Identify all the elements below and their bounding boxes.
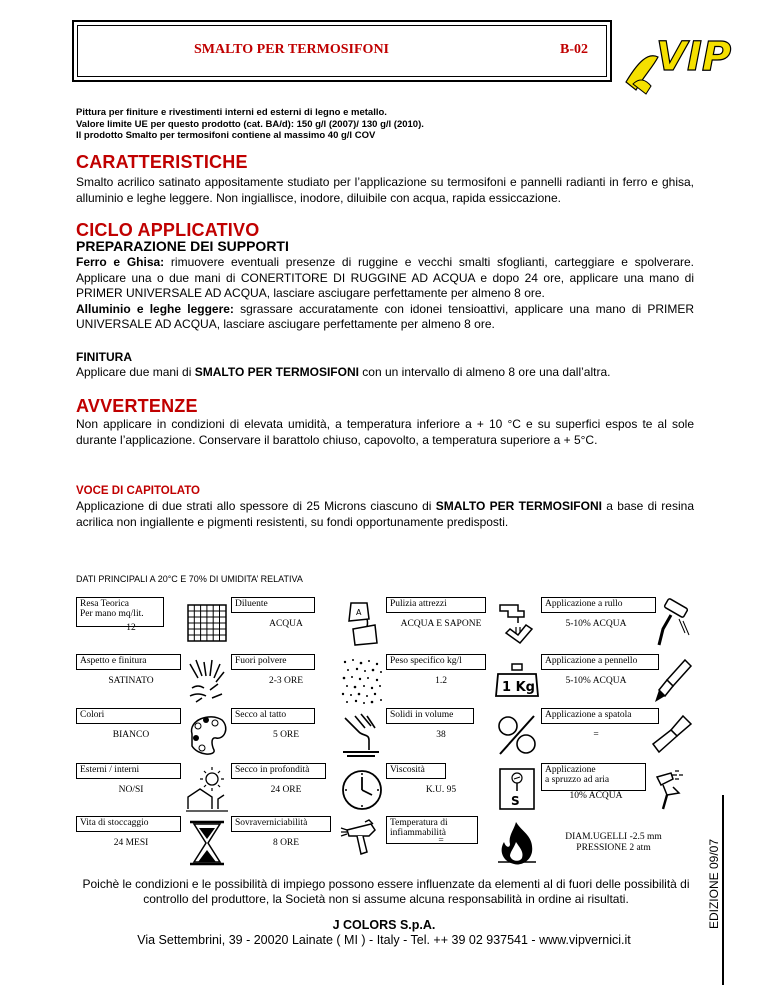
alluminio-label: Alluminio e leghe leggere: bbox=[76, 301, 234, 316]
header-box bbox=[72, 20, 612, 82]
edition-text: EDIZIONE 09/07 bbox=[707, 838, 721, 930]
cell-label: Applicazione a spruzzo ad aria bbox=[541, 763, 646, 791]
cell-value: 12 bbox=[126, 623, 136, 633]
intro-line: Valore limite UE per questo prodotto (cat. BA/d): 150 g/l (2007)/ 130 g/l (2010). bbox=[76, 118, 424, 130]
house-sun-icon bbox=[184, 765, 230, 815]
svg-text:A: A bbox=[356, 608, 362, 617]
cell-value: 1.2 bbox=[435, 676, 447, 686]
heading-ciclo: CICLO APPLICATIVO bbox=[76, 220, 260, 240]
cell-label: Fuori polvere bbox=[231, 654, 315, 670]
roller-icon bbox=[649, 599, 695, 649]
cell-label: Solidi in volume bbox=[386, 708, 474, 724]
intro-line: Pittura per finiture e rivestimenti interni ed esterni di legno e metallo. bbox=[76, 107, 387, 118]
cell-value: 5-10% ACQUA bbox=[565, 676, 627, 686]
company-address: Via Settembrini, 39 - 20020 Lainate ( MI ) - Italy - Tel. ++ 39 02 937541 - www.vipvernici.it bbox=[137, 933, 631, 947]
heading-voce: VOCE DI CAPITOLATO bbox=[76, 485, 200, 497]
cell-value: 38 bbox=[436, 730, 446, 740]
table-cell bbox=[231, 816, 386, 870]
table-cell bbox=[231, 708, 386, 762]
preparazione-text bbox=[76, 255, 694, 333]
heading-preparazione: PREPARAZIONE DEI SUPPORTI bbox=[76, 238, 289, 254]
table-cell bbox=[76, 816, 231, 870]
cell-value: = bbox=[593, 730, 599, 740]
nozzle-pressure-value: DIAM.UGELLI -2.5 mm PRESSIONE 2 atm bbox=[565, 832, 662, 853]
brush-icon bbox=[649, 656, 695, 706]
cell-label: Sovraverniciabilità bbox=[231, 816, 331, 832]
finitura-pre: Applicare due mani di bbox=[76, 365, 195, 379]
table-cell bbox=[76, 654, 231, 708]
palette-icon bbox=[184, 710, 230, 760]
voce-post: a base di resina acrilica non ingiallente e pigmenti resistenti, su fondi opportunamente predisposti. bbox=[76, 499, 694, 529]
table-row bbox=[76, 816, 696, 870]
voce-text bbox=[76, 499, 694, 530]
cell-label: Applicazione a pennello bbox=[541, 654, 659, 670]
table-cell bbox=[386, 816, 541, 870]
cell-label: Vita di stoccaggio bbox=[76, 816, 181, 832]
caratteristiche-text: Smalto acrilico satinato appositamente studiato per l’applicazione su termosifoni e pannelli radianti in ferro e ghisa, alluminio e leghe leggere. Non ingiallisce, inodore, diluibile con acqua, rapida essiccazione. bbox=[76, 175, 694, 205]
cell-value: 24 MESI bbox=[113, 838, 149, 848]
ferro-text: rimuovere eventuali presenze di ruggine e vecchi smalti sfoglianti, carteggiare e spolverare. Applicare una o due mani di CONERTITORE DI RUGGINE AD ACQUA e dopo 24 ore, applicare una mano di PRIMER UNIVERSALE AD ACQUA, lasciare asciugare perfettamente per almeno 8 ore. bbox=[76, 255, 695, 300]
table-cell bbox=[76, 597, 231, 651]
edition-divider bbox=[722, 795, 724, 985]
heading-finitura: FINITURA bbox=[76, 350, 132, 364]
cell-label: Diluente bbox=[231, 597, 315, 613]
table-cell bbox=[386, 654, 541, 708]
table-cell bbox=[541, 708, 696, 762]
cell-value: ACQUA E SAPONE bbox=[400, 619, 482, 629]
cell-value: 10% ACQUA bbox=[569, 791, 623, 801]
heading-avvertenze: AVVERTENZE bbox=[76, 396, 198, 416]
cell-label: Viscosità bbox=[386, 763, 446, 779]
table-row bbox=[76, 708, 696, 762]
table-cell bbox=[541, 816, 696, 870]
flame-icon bbox=[494, 818, 540, 868]
table-cell bbox=[541, 763, 696, 817]
cell-label: Secco al tatto bbox=[231, 708, 315, 724]
hourglass-icon bbox=[184, 818, 230, 868]
heading-caratteristiche: CARATTERISTICHE bbox=[76, 152, 248, 172]
ferro-label: Ferro e Ghisa: bbox=[76, 255, 165, 269]
dust-icon bbox=[339, 656, 385, 706]
percent-icon bbox=[494, 710, 540, 760]
intro-block bbox=[76, 107, 424, 142]
table-cell bbox=[386, 708, 541, 762]
clock-icon bbox=[339, 765, 385, 815]
table-row bbox=[76, 597, 696, 651]
table-cell bbox=[386, 597, 541, 651]
cell-label: Secco in profondità bbox=[231, 763, 326, 779]
dati-title: DATI PRINCIPALI A 20°C E 70% DI UMIDITA’ RELATIVA bbox=[76, 574, 303, 584]
table-row bbox=[76, 654, 696, 708]
cell-label: Peso specifico kg/l bbox=[386, 654, 486, 670]
cell-value: K.U. 95 bbox=[425, 785, 457, 795]
cell-label: Pulizia attrezzi bbox=[386, 597, 486, 613]
cell-label: Esterni / interni bbox=[76, 763, 181, 779]
table-cell bbox=[231, 597, 386, 651]
spatula-icon bbox=[649, 710, 695, 760]
cell-value: NO/SI bbox=[118, 785, 144, 795]
cell-value: 8 ORE bbox=[272, 838, 300, 848]
table-cell bbox=[386, 763, 541, 817]
voce-pre: Applicazione di due strati allo spessore di 25 Microns ciascuno di bbox=[76, 499, 436, 513]
viscosity-label: S bbox=[511, 794, 520, 808]
table-cell bbox=[231, 654, 386, 708]
cell-value: 5-10% ACQUA bbox=[565, 619, 627, 629]
viscosity-icon bbox=[494, 765, 540, 815]
tap-icon bbox=[494, 599, 540, 649]
cell-value: 2-3 ORE bbox=[268, 676, 304, 686]
table-cell bbox=[76, 763, 231, 817]
pour-icon bbox=[339, 599, 385, 649]
finitura-text bbox=[76, 365, 694, 381]
product-title: SMALTO PER TERMOSIFONI bbox=[194, 42, 390, 57]
cell-label: Aspetto e finitura bbox=[76, 654, 181, 670]
edition-stamp bbox=[700, 795, 726, 985]
cell-value: 24 ORE bbox=[270, 785, 302, 795]
table-cell bbox=[231, 763, 386, 817]
table-cell bbox=[541, 597, 696, 651]
touch-icon bbox=[339, 710, 385, 760]
company-name: J COLORS S.p.A. bbox=[332, 918, 436, 932]
cell-value: 5 ORE bbox=[272, 730, 300, 740]
table-row bbox=[76, 763, 696, 817]
vip-logo bbox=[618, 22, 732, 100]
spray-icon bbox=[649, 765, 695, 815]
sheen-icon bbox=[184, 656, 230, 706]
cell-label: Resa Teorica Per mano mq/lit. bbox=[76, 597, 164, 627]
cell-value: SATINATO bbox=[108, 676, 154, 686]
cell-label: Colori bbox=[76, 708, 181, 724]
cell-label: Applicazione a rullo bbox=[541, 597, 656, 613]
weight-label: 1 Kg bbox=[502, 680, 535, 695]
cell-value: ACQUA bbox=[269, 619, 303, 629]
product-code: B-02 bbox=[560, 42, 588, 57]
voce-bold: SMALTO PER TERMOSIFONI bbox=[435, 499, 602, 513]
table-cell bbox=[76, 708, 231, 762]
cell-label: Applicazione a spatola bbox=[541, 708, 659, 724]
alluminio-text: sgrassare accuratamente con idonei tensioattivi, applicare una mano di PRIMER UNIVERSALE AD ACQUA, lasciare asciugare perfettamente per almeno 8 ore. bbox=[76, 301, 694, 331]
weight-icon bbox=[494, 656, 540, 706]
spray-gun-icon bbox=[339, 818, 385, 868]
finitura-post: con un intervallo di almeno 8 ore una dall’altra. bbox=[358, 365, 611, 379]
grid-icon bbox=[184, 599, 230, 649]
cell-value: = bbox=[438, 836, 444, 846]
cell-value: BIANCO bbox=[112, 730, 150, 740]
intro-line: Il prodotto Smalto per termosifoni contiene al massimo 40 g/l COV bbox=[76, 130, 376, 141]
logo-text: VIP bbox=[656, 34, 732, 80]
disclaimer-text: Poichè le condizioni e le possibilità di impiego possono essere influenzate da elementi al di fuori delle possibilità di controllo del produttore, la Società non si assume alcuna responsabilità in ordine ai risultati. bbox=[82, 877, 690, 906]
avvertenze-text: Non applicare in condizioni di elevata umidità, a temperatura inferiore a + 10 °C e su superfici espos te al sole durante l’applicazione. Conservare il barattolo chiuso, capovolto, a temperatura superiore a + 5°C. bbox=[76, 417, 694, 447]
cell-label: Temperatura di infiammabilità bbox=[386, 816, 478, 844]
finitura-bold: SMALTO PER TERMOSIFONI bbox=[194, 365, 359, 379]
table-cell bbox=[541, 654, 696, 708]
